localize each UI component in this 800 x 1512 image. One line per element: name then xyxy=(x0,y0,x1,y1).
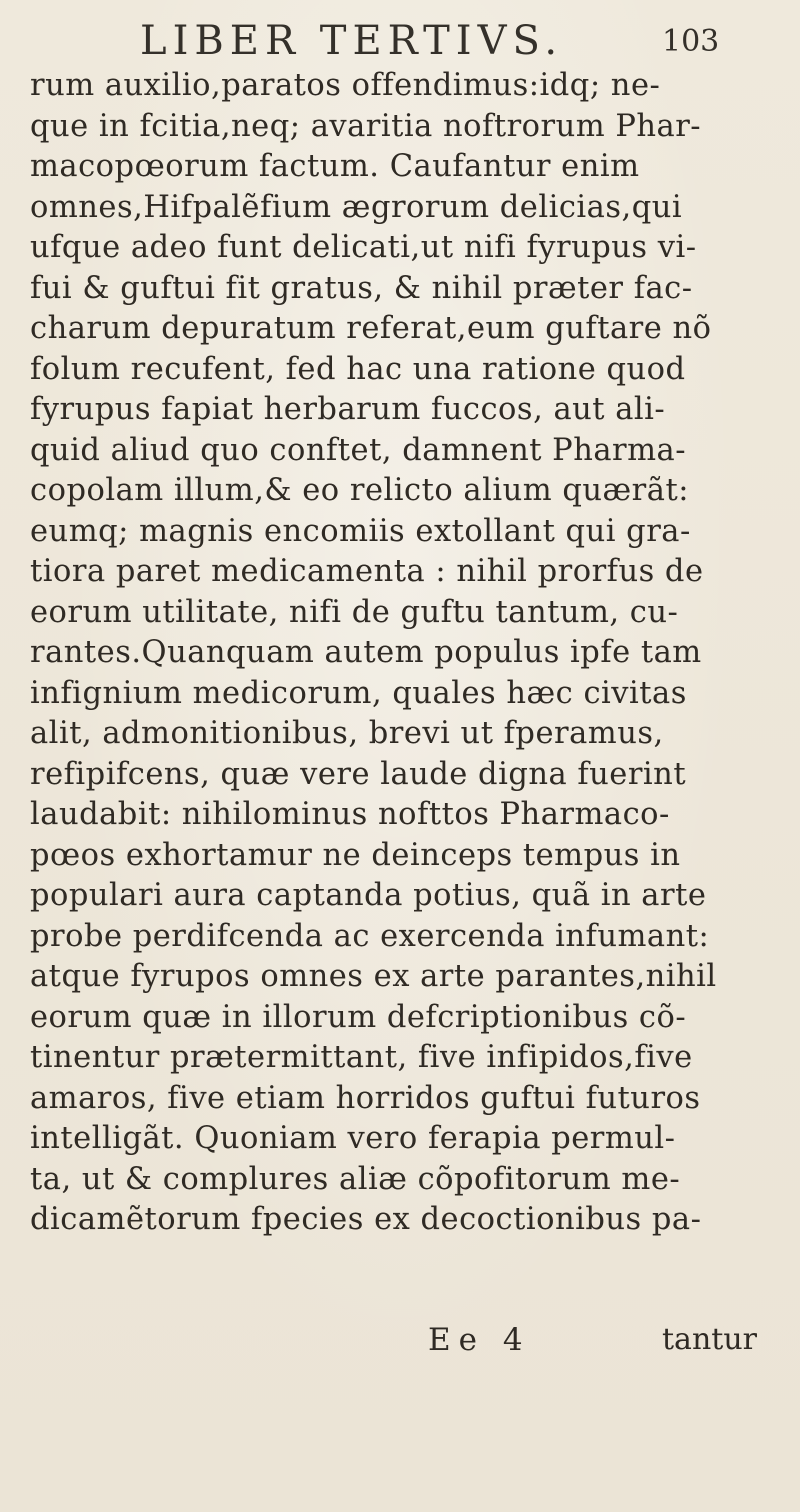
text-line: alit, admonitionibus, brevi ut fperamus, xyxy=(30,716,664,751)
text-line: omnes,Hifpalẽfium ægrorum delicias,qui xyxy=(30,189,683,225)
text-line: refipifcens, quæ vere laude digna fuerint xyxy=(30,756,687,792)
text-line: rum auxilio,paratos offendimus:idq; ne- xyxy=(30,68,661,103)
running-title: LIBER TERTIVS. xyxy=(140,18,564,64)
text-line: tiora paret medicamenta : nihil prorfus de xyxy=(30,554,704,589)
text-line: rantes.Quanquam autem populus ipfe tam xyxy=(30,635,702,670)
signature-mark: Ee 4 xyxy=(428,1322,531,1358)
text-line: copolam illum,& eo relicto alium quærãt: xyxy=(30,473,689,508)
body-text xyxy=(30,66,770,1241)
text-line: intelligãt. Quoniam vero ferapia permul- xyxy=(30,1121,676,1156)
text-line: quid aliud quo conftet, damnent Pharma- xyxy=(30,432,687,468)
text-line: fui & guftui fit gratus, & nihil præter fac- xyxy=(30,270,693,306)
text-line: eorum quæ in illorum defcriptionibus cõ- xyxy=(30,999,687,1035)
text-line: macopœorum factum. Caufantur enim xyxy=(30,149,640,184)
text-line: eorum utilitate, nifi de guftu tantum, cu- xyxy=(30,594,679,630)
text-line: dicamẽtorum fpecies ex decoctionibus pa- xyxy=(30,1202,702,1237)
text-line: atque fyrupos omnes ex arte parantes,nihil xyxy=(30,959,717,994)
text-line: que in fcitia,neq; avaritia noftrorum Phar- xyxy=(30,108,702,144)
text-line: charum depuratum referat,eum guftare nõ xyxy=(30,311,712,346)
text-line: tinentur prætermittant, five infipidos,five xyxy=(30,1040,693,1075)
catchword: tantur xyxy=(662,1322,757,1357)
text-line: fyrupus fapiat herbarum fuccos, aut ali- xyxy=(30,392,666,427)
text-line: amaros, five etiam horridos guftui futuros xyxy=(30,1080,701,1116)
text-line: eumq; magnis encomiis extollant qui gra- xyxy=(30,513,691,549)
page-number: 103 xyxy=(662,24,720,59)
text-line: infignium medicorum, quales hæc civitas xyxy=(30,675,687,711)
text-line: pœos exhortamur ne deinceps tempus in xyxy=(30,837,681,873)
page-footer xyxy=(0,1318,800,1368)
page-header xyxy=(0,16,800,66)
text-line: probe perdifcenda ac exercenda infumant: xyxy=(30,918,710,954)
text-line: folum recufent, fed hac una ratione quod xyxy=(30,351,686,387)
text-line: laudabit: nihilominus nofttos Pharmaco- xyxy=(30,797,670,832)
text-line: populari aura captanda potius, quã in arte xyxy=(30,878,707,913)
text-line: ta, ut & complures aliæ cõpofitorum me- xyxy=(30,1161,681,1197)
text-line: ufque adeo funt delicati,ut nifi fyrupus vi- xyxy=(30,230,697,265)
